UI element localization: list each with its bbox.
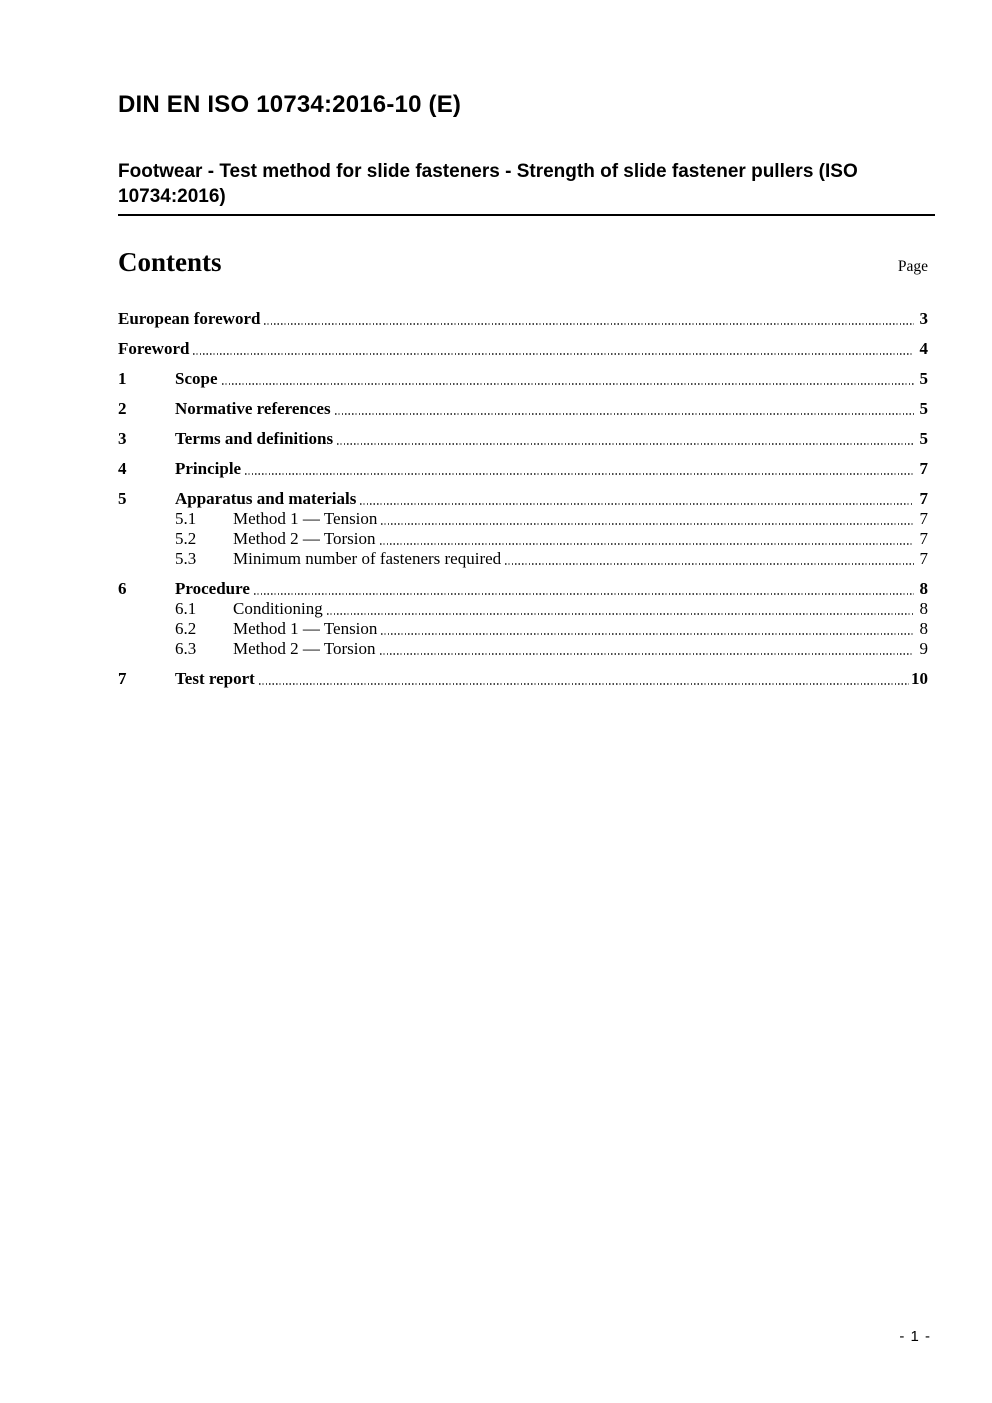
doc-code-heading: DIN EN ISO 10734:2016-10 (E) [118,91,462,118]
toc-entry-title: Minimum number of fasteners required [233,549,502,568]
toc-entry-title: Terms and definitions [175,429,334,448]
doc-title-line-2: 10734:2016) [118,186,226,207]
dotted-leader [259,683,909,685]
dotted-leader [335,413,914,415]
footer-page-number: - 1 - [899,1328,931,1345]
toc-entry-title: Test report [175,669,255,688]
toc-entry [118,619,928,639]
toc-entry-page: 7 [919,509,928,528]
toc-entry-title: Conditioning [233,599,323,618]
toc-entry [118,429,928,449]
toc-entry [118,599,928,619]
toc-entry-title: Method 1 — Tension [233,509,378,528]
toc-entry-number: 5.3 [175,549,197,568]
toc-entry [118,339,928,359]
dotted-leader [222,383,915,385]
toc-entry-number: 6.1 [175,599,197,618]
toc-entry-number: 7 [118,669,127,688]
toc-entry [118,369,928,389]
toc-entry [118,509,928,529]
toc-entry-number: 6 [118,579,127,598]
dotted-leader [193,353,914,355]
toc-entry-number: 4 [118,459,127,478]
toc-entry-number: 5.1 [175,509,197,528]
toc-entry-title: European foreword [118,309,261,328]
toc-entry-title: Apparatus and materials [175,489,357,508]
toc-entry-number: 1 [118,369,127,388]
toc-entry-title: Method 2 — Torsion [233,639,376,658]
toc-entry-page: 5 [919,429,928,448]
toc-entry-title: Normative references [175,399,331,418]
dotted-leader [381,633,914,635]
toc-entry-page: 7 [919,529,928,548]
toc-entry-number: 6.3 [175,639,197,658]
contents-header-row [118,245,928,279]
toc-entry [118,489,928,509]
dotted-leader [360,503,914,505]
toc-entry-page: 8 [919,599,928,618]
toc-entry-title: Principle [175,459,242,478]
toc-entry [118,459,928,479]
toc-entry [118,399,928,419]
toc-entry-title: Method 2 — Torsion [233,529,376,548]
doc-title [118,159,935,216]
toc-entry-number: 5 [118,489,127,508]
toc-entry-title: Method 1 — Tension [233,619,378,638]
toc-entry-page: 7 [919,489,928,508]
toc-entry-page: 4 [919,339,928,358]
dotted-leader [254,593,914,595]
toc-entry [118,579,928,599]
page-column-label: Page [897,258,928,275]
toc-entry-page: 8 [919,579,928,598]
toc-entry-title: Scope [175,369,218,388]
toc-entry-page: 10 [911,669,928,688]
toc-entry-page: 9 [919,639,928,658]
toc-entry [118,639,928,659]
dotted-leader [245,473,914,475]
toc-entry-number: 6.2 [175,619,197,638]
toc-entry-page: 7 [919,459,928,478]
dotted-leader [380,543,914,545]
dotted-leader [380,653,914,655]
toc-entry-title: Foreword [118,339,190,358]
toc-list [118,299,928,689]
toc-entry-page: 3 [919,309,928,328]
dotted-leader [337,443,914,445]
dotted-leader [327,613,914,615]
dotted-leader [264,323,914,325]
toc-entry-number: 3 [118,429,127,448]
toc-entry-number: 5.2 [175,529,197,548]
toc-entry-page: 5 [919,369,928,388]
toc-entry [118,529,928,549]
dotted-leader [505,563,914,565]
toc-entry [118,309,928,329]
dotted-leader [381,523,914,525]
toc-entry-page: 8 [919,619,928,638]
toc-entry-page: 5 [919,399,928,418]
toc-entry [118,549,928,569]
toc-entry-page: 7 [919,549,928,568]
toc-entry [118,669,928,689]
toc-entry-title: Procedure [175,579,250,598]
contents-heading: Contents [118,247,222,277]
doc-title-line-1: Footwear - Test method for slide fasteners - Strength of slide fastener pullers (ISO [118,161,858,182]
toc-entry-number: 2 [118,399,127,418]
